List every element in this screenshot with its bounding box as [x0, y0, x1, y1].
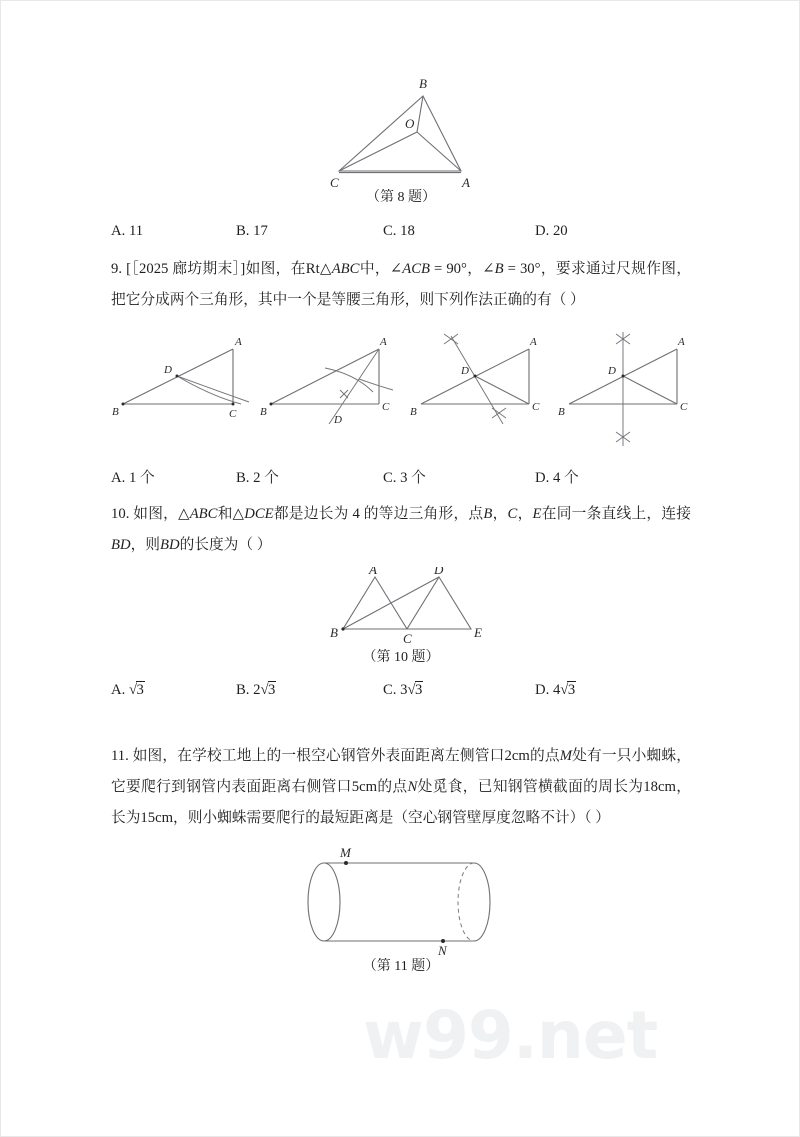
q9-option-c[interactable] [383, 464, 535, 492]
q8-option-c[interactable] [383, 217, 535, 245]
q9-f1-label-A: A [235, 336, 242, 348]
q10-triangle-1: △ [178, 506, 190, 522]
q10-a-radicand: 3 [136, 682, 144, 698]
q10-dce: DCE [244, 506, 274, 522]
q9-figure-1 [112, 336, 249, 420]
q8-option-a[interactable] [111, 217, 236, 245]
q9-f1-label-B: B [112, 406, 119, 418]
q9-f3-label-C: C [532, 401, 540, 413]
q8-option-b[interactable] [236, 217, 383, 245]
q9-source-tag: [［2025 廊坊期末］] [126, 261, 246, 277]
q9-number: 9. [111, 261, 123, 277]
question-11-figure [111, 846, 691, 958]
q9-option-a-value: 1 个 [128, 470, 155, 486]
q9-f4-label-C: C [680, 401, 688, 413]
q9-body-1: 如图，在Rt [245, 261, 320, 277]
q9-option-a[interactable] [111, 464, 236, 492]
q9-f2-label-A: A [380, 336, 387, 348]
q9-f2-label-B: B [260, 406, 267, 418]
q9-option-a-key: A. [111, 470, 126, 486]
q9-figures-svg [111, 324, 691, 462]
q9-acb: ACB [402, 261, 430, 277]
q11-cylinder-svg [111, 846, 691, 958]
q10-option-a[interactable] [111, 676, 236, 704]
q8-option-c-value: 18 [400, 223, 415, 239]
q10-option-a-value [129, 682, 145, 698]
q9-f4-label-A: A [678, 336, 685, 348]
q11-body-3: 处觅食，已知钢管横截面的周长为18cm，长为15cm，则小蜘蛛需要爬行的最短距离是（空心钢管壁厚度忽略不计）（ ） [111, 779, 691, 826]
q10-c-coef: 3 [400, 682, 408, 698]
q10-b-radicand: 3 [268, 682, 276, 698]
q9-f1-label-D: D [164, 364, 172, 376]
q10-b-coef: 2 [253, 682, 261, 698]
q9-option-d-key: D. [535, 470, 550, 486]
q10-body-6: 的长度为（ ） [179, 537, 272, 553]
q8-label-B: B [419, 76, 427, 91]
q10-point-c: C [507, 506, 518, 522]
page-content [111, 1, 691, 978]
question-9-figures [111, 324, 691, 462]
q9-body-4: = 30°，要求通过尺规作图，把它分成两个三角形，其中一个是等腰三角形，则下列作法正确的有（ ） [111, 261, 692, 308]
q8-option-a-key: A. [111, 223, 126, 239]
question-8-figure [111, 73, 691, 191]
q10-option-c-value [400, 682, 423, 698]
q9-triangle-symbol: △ [319, 261, 332, 277]
q9-option-d-value: 4 个 [552, 470, 579, 486]
q11-point-n: N [407, 779, 418, 795]
q10-body-2: 和 [217, 506, 233, 522]
q9-f1-label-C: C [229, 408, 237, 420]
q9-f3-label-A: A [530, 336, 537, 348]
q9-option-b[interactable] [236, 464, 383, 492]
q11-label-M: M [340, 846, 351, 860]
q10-bd-2: BD [159, 537, 180, 553]
q9-option-c-value: 3 个 [400, 470, 426, 486]
q8-figure-caption: （第 8 题） [366, 190, 436, 205]
q9-figure-3 [410, 334, 540, 424]
q10-body-4: 在同一条直线上，连接 [541, 506, 691, 522]
q10-d-radicand: 3 [567, 682, 576, 698]
q9-figure-2 [260, 336, 393, 426]
q10-c-radicand: 3 [415, 682, 423, 698]
q10-option-d[interactable] [535, 676, 655, 704]
q10-body-1: 如图， [133, 506, 179, 522]
q10-bd-1: BD [111, 537, 131, 553]
q8-label-A: A [462, 175, 470, 190]
q9-option-b-value: 2 个 [253, 470, 279, 486]
q9-body-3: = 90°，∠ [429, 261, 495, 277]
q10-figure-caption: （第 10 题） [362, 650, 440, 665]
q10-abc: ABC [189, 506, 218, 522]
q10-label-E: E [474, 625, 482, 640]
radical-sign-icon: √ [260, 682, 269, 698]
question-10-figure [111, 567, 691, 645]
q8-label-O: O [405, 116, 415, 131]
q8-option-d-value: 20 [552, 223, 568, 239]
site-watermark: w99.net [363, 997, 658, 1074]
q8-option-b-key: B. [236, 223, 250, 239]
q8-option-d-key: D. [535, 223, 550, 239]
q11-number: 11. [111, 748, 129, 764]
question-9-text [111, 254, 691, 316]
q10-label-C: C [403, 631, 412, 645]
q8-label-C: C [330, 175, 339, 190]
q10-label-B: B [330, 625, 338, 640]
q10-body-3: 都是边长为 4 的等边三角形，点 [273, 506, 484, 522]
q10-figures-svg [111, 567, 691, 645]
q10-option-d-key: D. [535, 682, 550, 698]
q10-option-b-key: B. [236, 682, 250, 698]
q10-option-d-value [553, 682, 576, 698]
radical-sign-icon: √ [407, 682, 416, 698]
q10-option-a-key: A. [111, 682, 126, 698]
q10-option-b-value [253, 682, 276, 698]
q10-option-c-key: C. [383, 682, 397, 698]
q8-triangle-svg [111, 73, 691, 191]
q11-point-m: M [559, 748, 572, 764]
q9-option-d[interactable] [535, 464, 655, 492]
q11-figure-caption: （第 11 题） [362, 959, 440, 974]
question-11-text [111, 741, 691, 834]
q10-point-e: E [532, 506, 542, 522]
q9-f2-label-D: D [334, 414, 342, 426]
q9-f3-label-B: B [410, 406, 417, 418]
q11-body-1: 如图，在学校工地上的一根空心钢管外表面距离左侧管口2cm的点 [132, 748, 560, 764]
q10-options [111, 676, 691, 704]
q9-body-2: 中，∠ [359, 261, 403, 277]
radical-sign-icon: √ [560, 682, 569, 698]
q10-d-coef: 4 [552, 682, 561, 698]
q9-angle-b: B [494, 261, 504, 277]
q10-sep-1: ， [492, 506, 508, 522]
q9-f4-label-B: B [558, 406, 565, 418]
q10-option-b[interactable] [236, 676, 383, 704]
q9-option-b-key: B. [236, 470, 250, 486]
q8-options [111, 217, 691, 245]
q10-body-5: ，则 [130, 537, 160, 553]
q9-option-c-key: C. [383, 470, 397, 486]
q9-f3-label-D: D [461, 365, 469, 377]
q8-option-c-key: C. [383, 223, 397, 239]
radical-sign-icon: √ [128, 682, 138, 698]
q10-option-c[interactable] [383, 676, 535, 704]
q8-option-b-value: 17 [253, 223, 268, 239]
q11-label-N: N [438, 943, 447, 958]
q9-f2-label-C: C [382, 401, 390, 413]
question-10-text [111, 499, 691, 561]
q10-point-b: B [483, 506, 493, 522]
q10-label-D: D [434, 567, 444, 577]
q9-abc: ABC [331, 261, 360, 277]
q10-triangle-2: △ [232, 506, 245, 522]
q8-option-d[interactable] [535, 217, 655, 245]
q11-body-2: 处有一只小蜘蛛，它要爬行到钢管内表面距离右侧管口5cm的点 [111, 748, 691, 795]
q10-number: 10. [111, 506, 130, 522]
q10-sep-2: ， [517, 506, 533, 522]
q9-options [111, 464, 691, 492]
q8-option-a-value: 11 [128, 223, 144, 239]
q9-f4-label-D: D [608, 365, 616, 377]
q10-label-A: A [369, 567, 377, 577]
q9-figure-4 [558, 332, 688, 446]
